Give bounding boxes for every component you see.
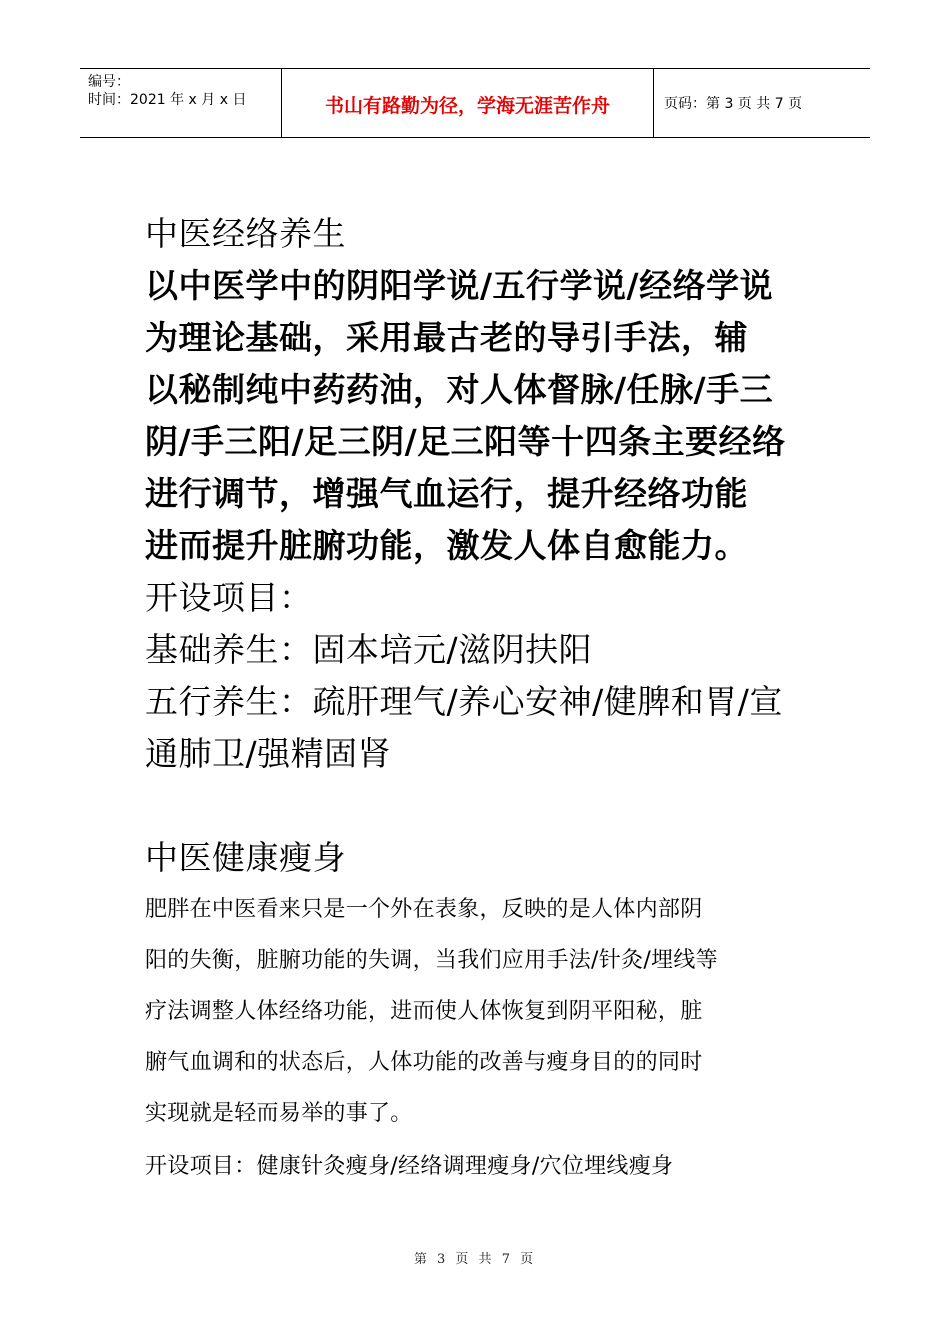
section2-line: 阳的失衡，脏腑功能的失调，当我们应用手法/针灸/埋线等 — [145, 948, 718, 973]
section1-project-line: 通肺卫/强精固肾 — [145, 734, 392, 773]
header-page-label: 页码：第 3 页 共 7 页 — [664, 96, 803, 112]
section1-title: 中医经络养生 — [145, 214, 346, 253]
section2-line: 腑气血调和的状态后，人体功能的改善与瘦身目的的同时 — [145, 1050, 703, 1075]
section2-title: 中医健康瘦身 — [145, 838, 346, 877]
header-time-label: 时间：2021 年 x 月 x 日 — [88, 92, 247, 108]
header-motto-cell — [282, 69, 654, 137]
header-number-label: 编号： — [88, 74, 130, 90]
section1-project-line: 基础养生：固本培元/滋阴扶阳 — [145, 630, 593, 669]
section1-line: 为理论基础，采用最古老的导引手法，辅 — [145, 318, 748, 357]
section1-projects-label: 开设项目： — [145, 578, 313, 617]
page-footer: 第 3 页 共 7 页 — [413, 1252, 537, 1267]
section2-line: 实现就是轻而易举的事了。 — [145, 1101, 413, 1126]
document-body — [145, 208, 810, 1192]
header-motto: 书山有路勤为径，学海无涯苦作舟 — [324, 94, 610, 117]
section2-line: 疗法调整人体经络功能，进而使人体恢复到阴平阳秘，脏 — [145, 999, 703, 1024]
section1-line: 以秘制纯中药药油，对人体督脉/任脉/手三 — [145, 370, 774, 409]
section-gap — [145, 780, 810, 832]
header-meta — [80, 69, 282, 137]
page-header — [80, 68, 870, 138]
section1-line: 阴/手三阳/足三阴/足三阳等十四条主要经络 — [145, 422, 786, 461]
section2-projects-line: 开设项目：健康针灸瘦身/经络调理瘦身/穴位埋线瘦身 — [145, 1154, 674, 1179]
section1-line: 以中医学中的阴阳学说/五行学说/经络学说 — [145, 266, 774, 305]
section1-line: 进行调节，增强气血运行，提升经络功能 — [145, 474, 748, 513]
header-page-cell — [654, 69, 870, 137]
section2-line: 肥胖在中医看来只是一个外在表象，反映的是人体内部阴 — [145, 897, 703, 922]
section1-project-line: 五行养生：疏肝理气/养心安神/健脾和胃/宣 — [145, 682, 783, 721]
section1-line: 进而提升脏腑功能，激发人体自愈能力。 — [145, 526, 748, 565]
